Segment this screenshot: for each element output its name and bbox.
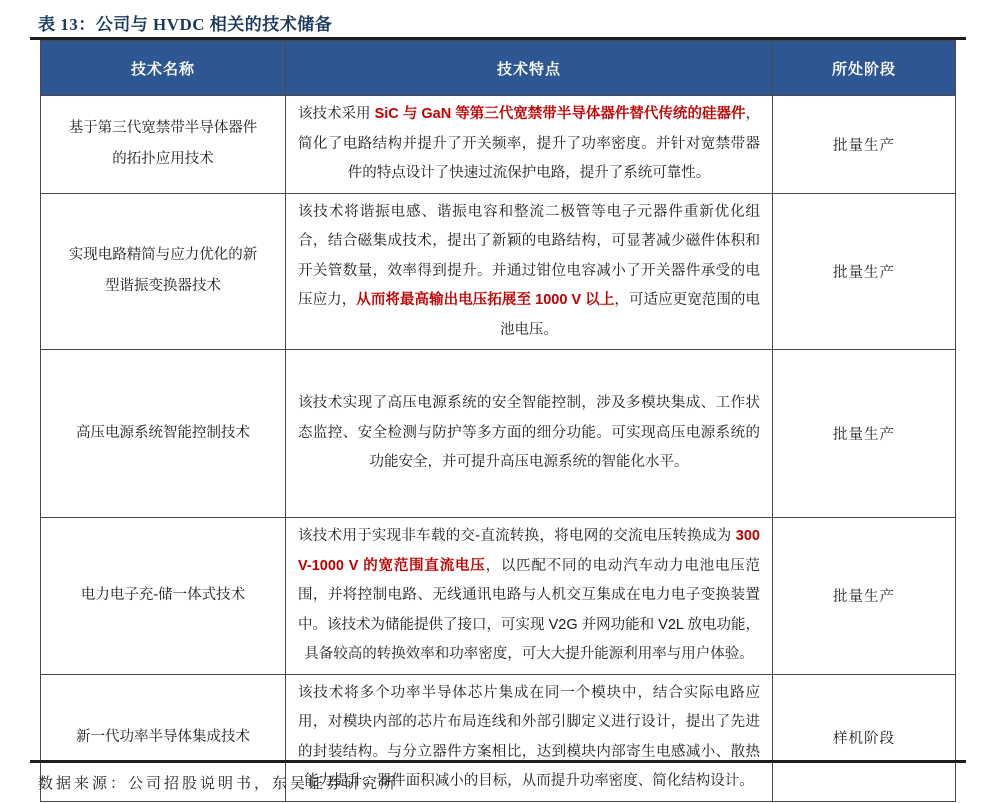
feature-text: 该技术用于实现非车载的交-直流转换，将电网的交流电压转换成为 — [298, 528, 736, 544]
bottom-rule — [30, 760, 966, 763]
feature-text: 该技术将多个功率半导体芯片集成在同一个模块中，结合实际电路应用，对模块内部的芯片布局连线和外部引脚定义进行设计，提出了先进的封装结构。与分立器件方案相比，达到模块内部寄生电感减小、散热能力提升、器件面积减小的目标，从而提升功率密度、简化结构设计。 — [298, 684, 760, 789]
highlighted-feature-text: 从而将最高输出电压拓展至 1000 V 以上 — [356, 292, 615, 308]
tech-features-cell — [286, 96, 773, 194]
highlighted-feature-text: 300 V-1000 V 的宽范围直流电压 — [298, 528, 760, 574]
feature-text: 该技术采用 — [298, 106, 375, 122]
tech-features-cell — [286, 350, 773, 518]
table-row — [41, 350, 956, 518]
tech-stage-cell: 批量生产 — [773, 193, 956, 350]
tech-name-cell: 新一代功率半导体集成技术 — [41, 674, 286, 801]
table-row — [41, 193, 956, 350]
col-header-tech-features: 技术特点 — [286, 41, 773, 96]
table-title: 表 13：公司与 HVDC 相关的技术储备 — [38, 15, 333, 34]
tech-name-cell: 高压电源系统智能控制技术 — [41, 350, 286, 518]
tech-features-cell — [286, 518, 773, 675]
tech-name-cell: 实现电路精简与应力优化的新型谐振变换器技术 — [41, 193, 286, 350]
feature-text: ，简化了电路结构并提升了开关频率，提升了功率密度。并针对宽禁带器件的特点设计了快速过流保护电路，提升了系统可靠性。 — [298, 106, 760, 181]
table-header-row — [41, 41, 956, 96]
tech-stage-cell: 样机阶段 — [773, 674, 956, 801]
tech-name-cell: 基于第三代宽禁带半导体器件的拓扑应用技术 — [41, 96, 286, 194]
tech-reserve-table — [40, 40, 956, 802]
tech-features-cell — [286, 193, 773, 350]
feature-text: 该技术将谐振电感、谐振电容和整流二极管等电子元器件重新优化组合，结合磁集成技术，提出了新颖的电路结构，可显著减少磁件体积和开关管数量，效率得到提升。并通过钳位电容减小了开关器件承受的电压应力， — [298, 203, 760, 308]
tech-stage-cell: 批量生产 — [773, 518, 956, 675]
highlighted-feature-text: SiC 与 GaN 等第三代宽禁带半导体器件替代传统的硅器件 — [374, 106, 746, 122]
tech-stage-cell: 批量生产 — [773, 96, 956, 194]
feature-text: ，可适应更宽范围的电池电压。 — [500, 292, 761, 338]
feature-text: 该技术实现了高压电源系统的安全智能控制，涉及多模块集成、工作状态监控、安全检测与防护等多方面的细分功能。可实现高压电源系统的功能安全，并可提升高压电源系统的智能化水平。 — [298, 395, 760, 471]
tech-name-cell: 电力电子充-储一体式技术 — [41, 518, 286, 675]
table-row — [41, 96, 956, 194]
col-header-tech-name: 技术名称 — [41, 41, 286, 96]
data-source-note: 数据来源：公司招股说明书，东吴证券研究所 — [38, 776, 399, 792]
tech-stage-cell: 批量生产 — [773, 350, 956, 518]
table-row — [41, 518, 956, 675]
feature-text: ，以匹配不同的电动汽车动力电池电压范围，并将控制电路、无线通讯电路与人机交互集成在电力电子变换装置中。该技术为储能提供了接口，可实现 V2G 并网功能和 V2L 放电功能，具备较高的转换效率和功率密度，可大大提升能源利用率与用户体验。 — [298, 557, 760, 662]
col-header-stage: 所处阶段 — [773, 41, 956, 96]
